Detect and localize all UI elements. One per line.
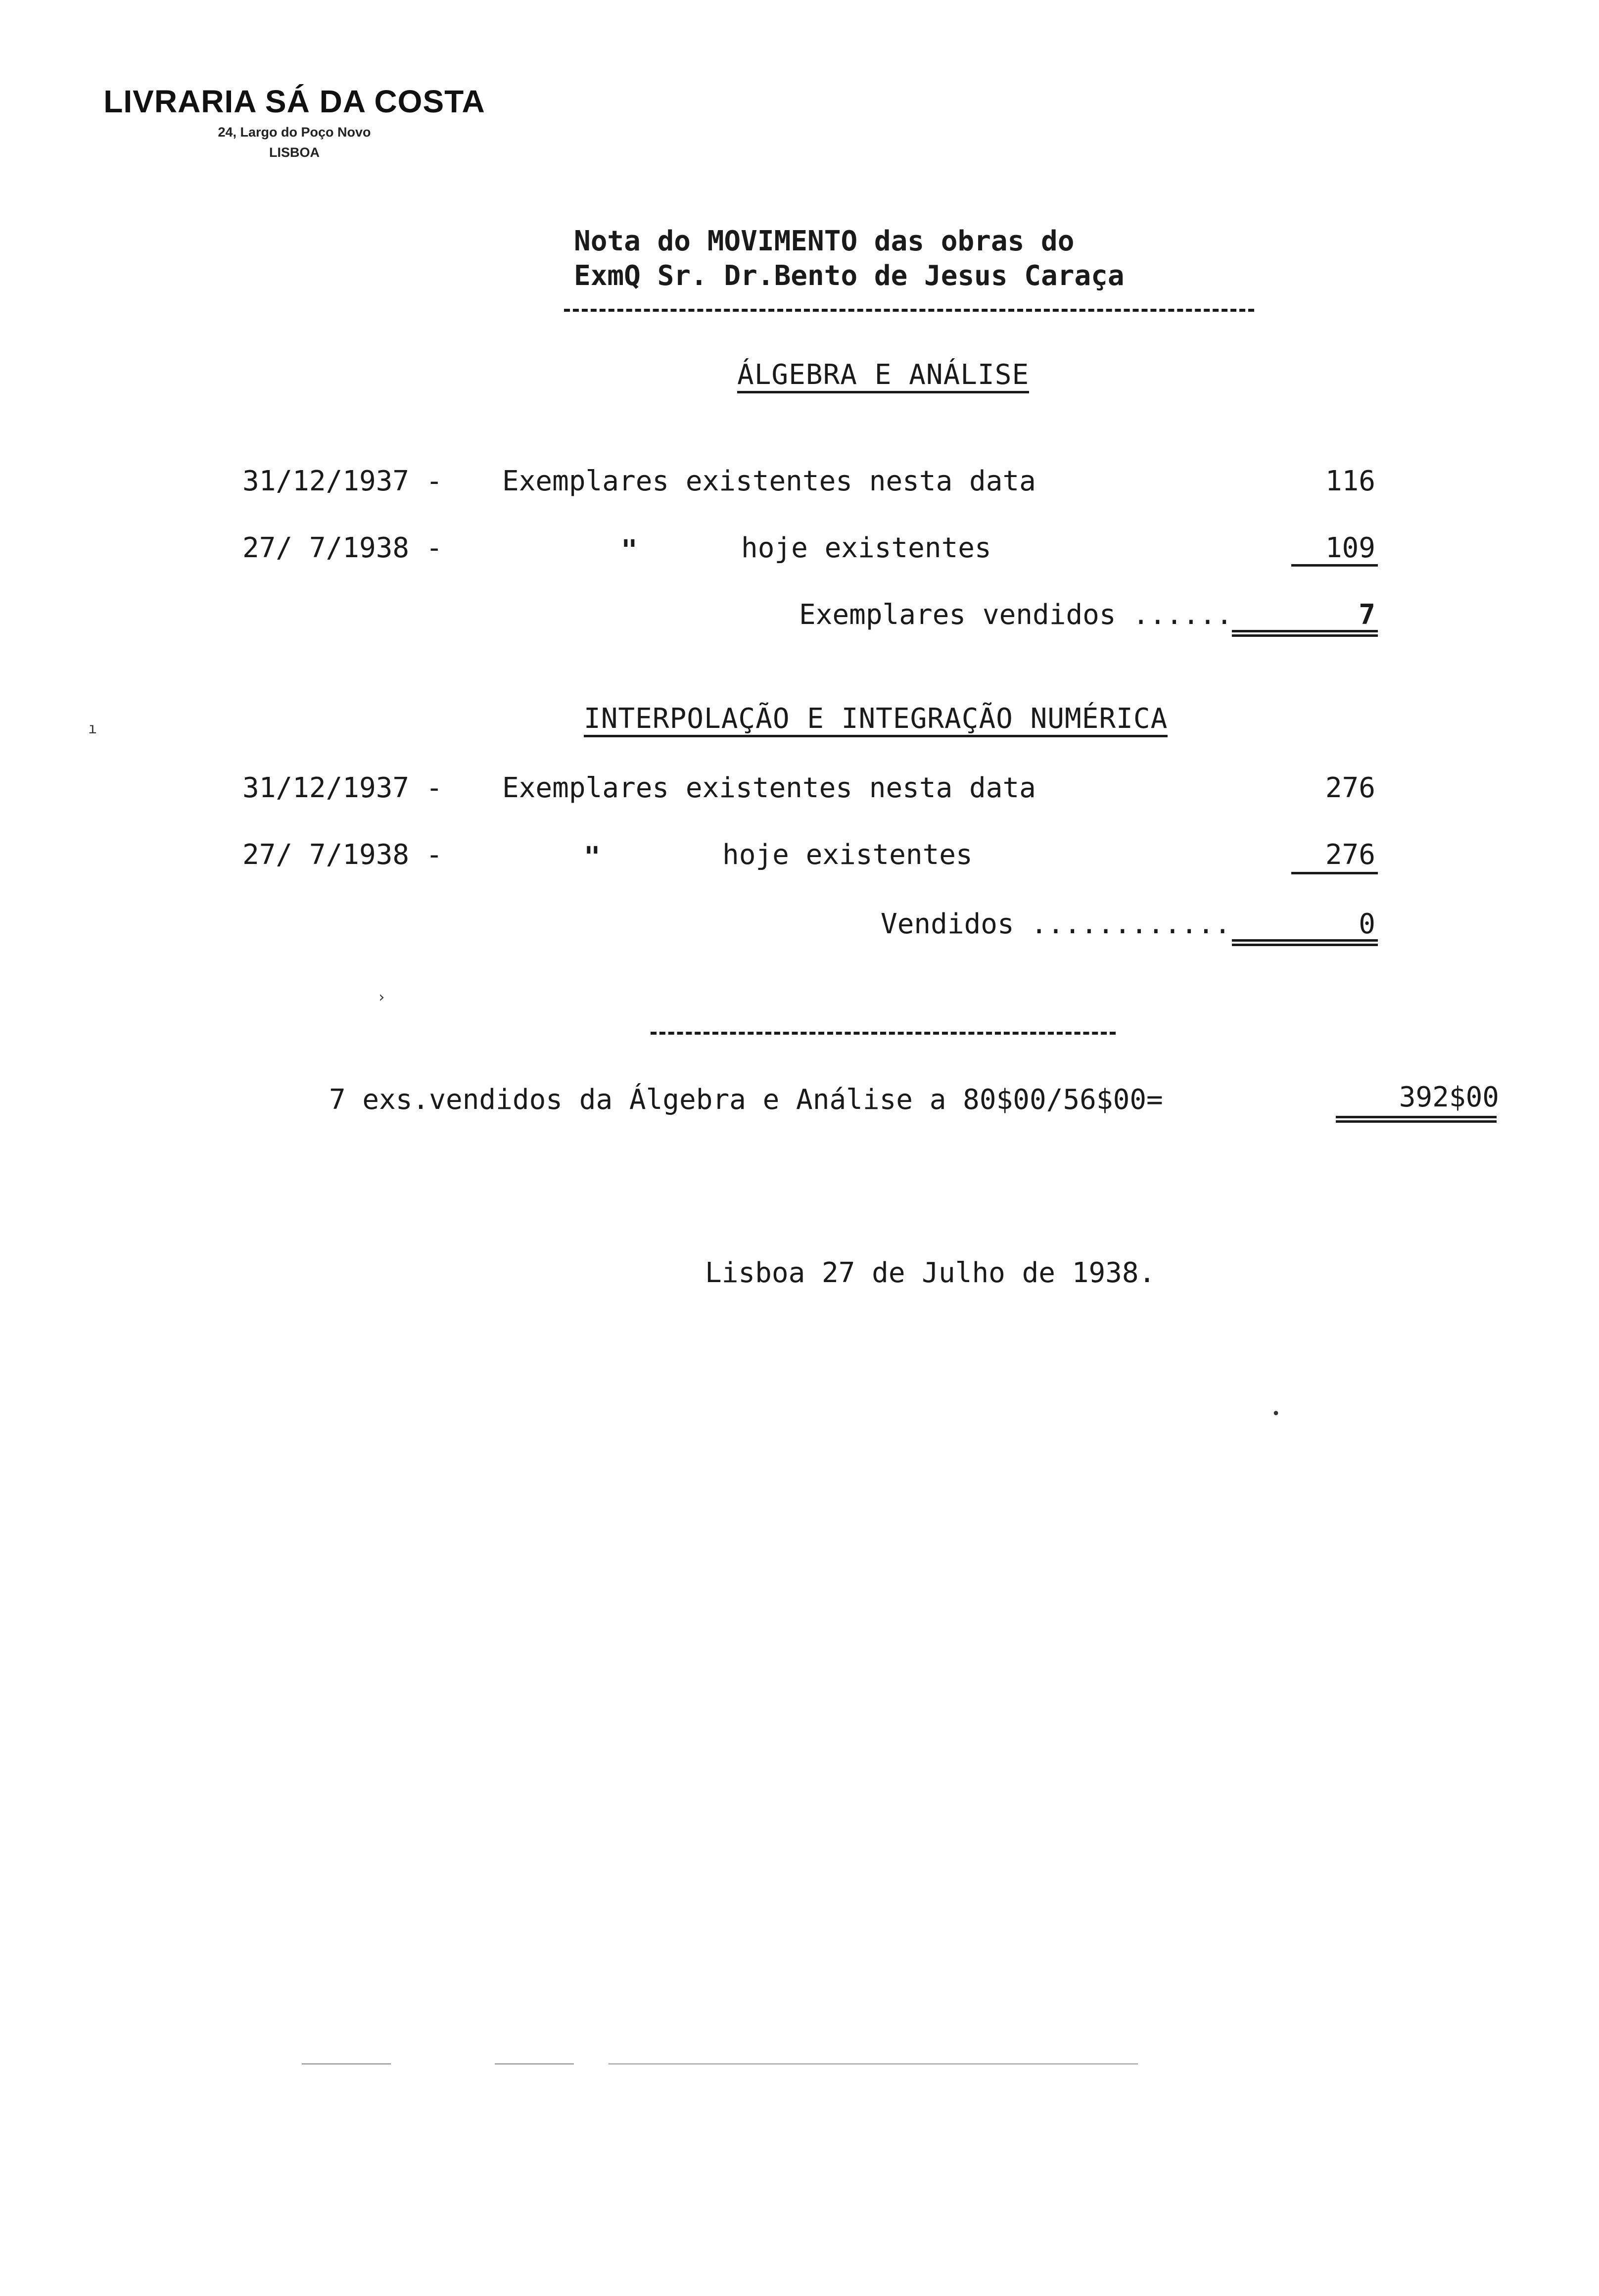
letterhead [89,83,500,160]
scan-mark [495,2063,574,2064]
scan-speck: ı [88,720,97,737]
ditto-mark: " [621,534,638,567]
row-value: 276 [1325,772,1375,804]
summary-amount: 392$00 [1399,1081,1499,1113]
total-label: Exemplares vendidos ...... [799,599,1233,631]
scan-speck: › [377,989,386,1006]
section-heading-algebra: ÁLGEBRA E ANÁLISE [737,361,1029,393]
section-divider [651,1032,1116,1035]
scan-speck: • [1271,1405,1281,1423]
company-name: LIVRARIA SÁ DA COSTA [103,84,485,119]
scan-mark [302,2063,391,2064]
total-double-line [1232,630,1378,637]
row-date: 31/12/1937 - [242,772,443,804]
company-city: LISBOA [269,145,320,160]
section-heading-interpolacao: INTERPOLAÇÃO E INTEGRAÇÃO NUMÉRICA [584,705,1168,737]
row-description: Exemplares existentes nesta data [502,772,1036,804]
summary-text: 7 exs.vendidos da Álgebra e Análise a 80$00/56$00= [329,1084,1163,1116]
closing-place-date: Lisboa 27 de Julho de 1938. [705,1257,1156,1289]
total-double-line [1232,939,1378,946]
total-value: 7 [1359,599,1375,631]
row-value: 109 [1325,532,1375,564]
row-description: hoje existentes [722,839,973,871]
total-value: 0 [1359,908,1375,940]
scan-mark [609,2063,1138,2064]
company-address: 24, Largo do Poço Novo [218,125,371,140]
row-date: 27/ 7/1938 - [242,532,443,564]
title-divider [564,309,1254,312]
total-label: Vendidos ............ [881,908,1231,940]
row-value: 116 [1325,465,1375,497]
title-line-1: Nota do MOVIMENTO das obras do [574,225,1075,257]
sum-line [1291,564,1378,567]
row-description: Exemplares existentes nesta data [502,465,1036,497]
row-value: 276 [1325,839,1375,871]
row-date: 27/ 7/1938 - [242,839,443,871]
row-description: hoje existentes [741,532,991,564]
ditto-mark: " [584,841,601,873]
row-date: 31/12/1937 - [242,465,443,497]
title-line-2: ExmQ Sr. Dr.Bento de Jesus Caraça [574,260,1125,292]
summary-double-line [1336,1116,1497,1123]
sum-line [1291,872,1378,874]
